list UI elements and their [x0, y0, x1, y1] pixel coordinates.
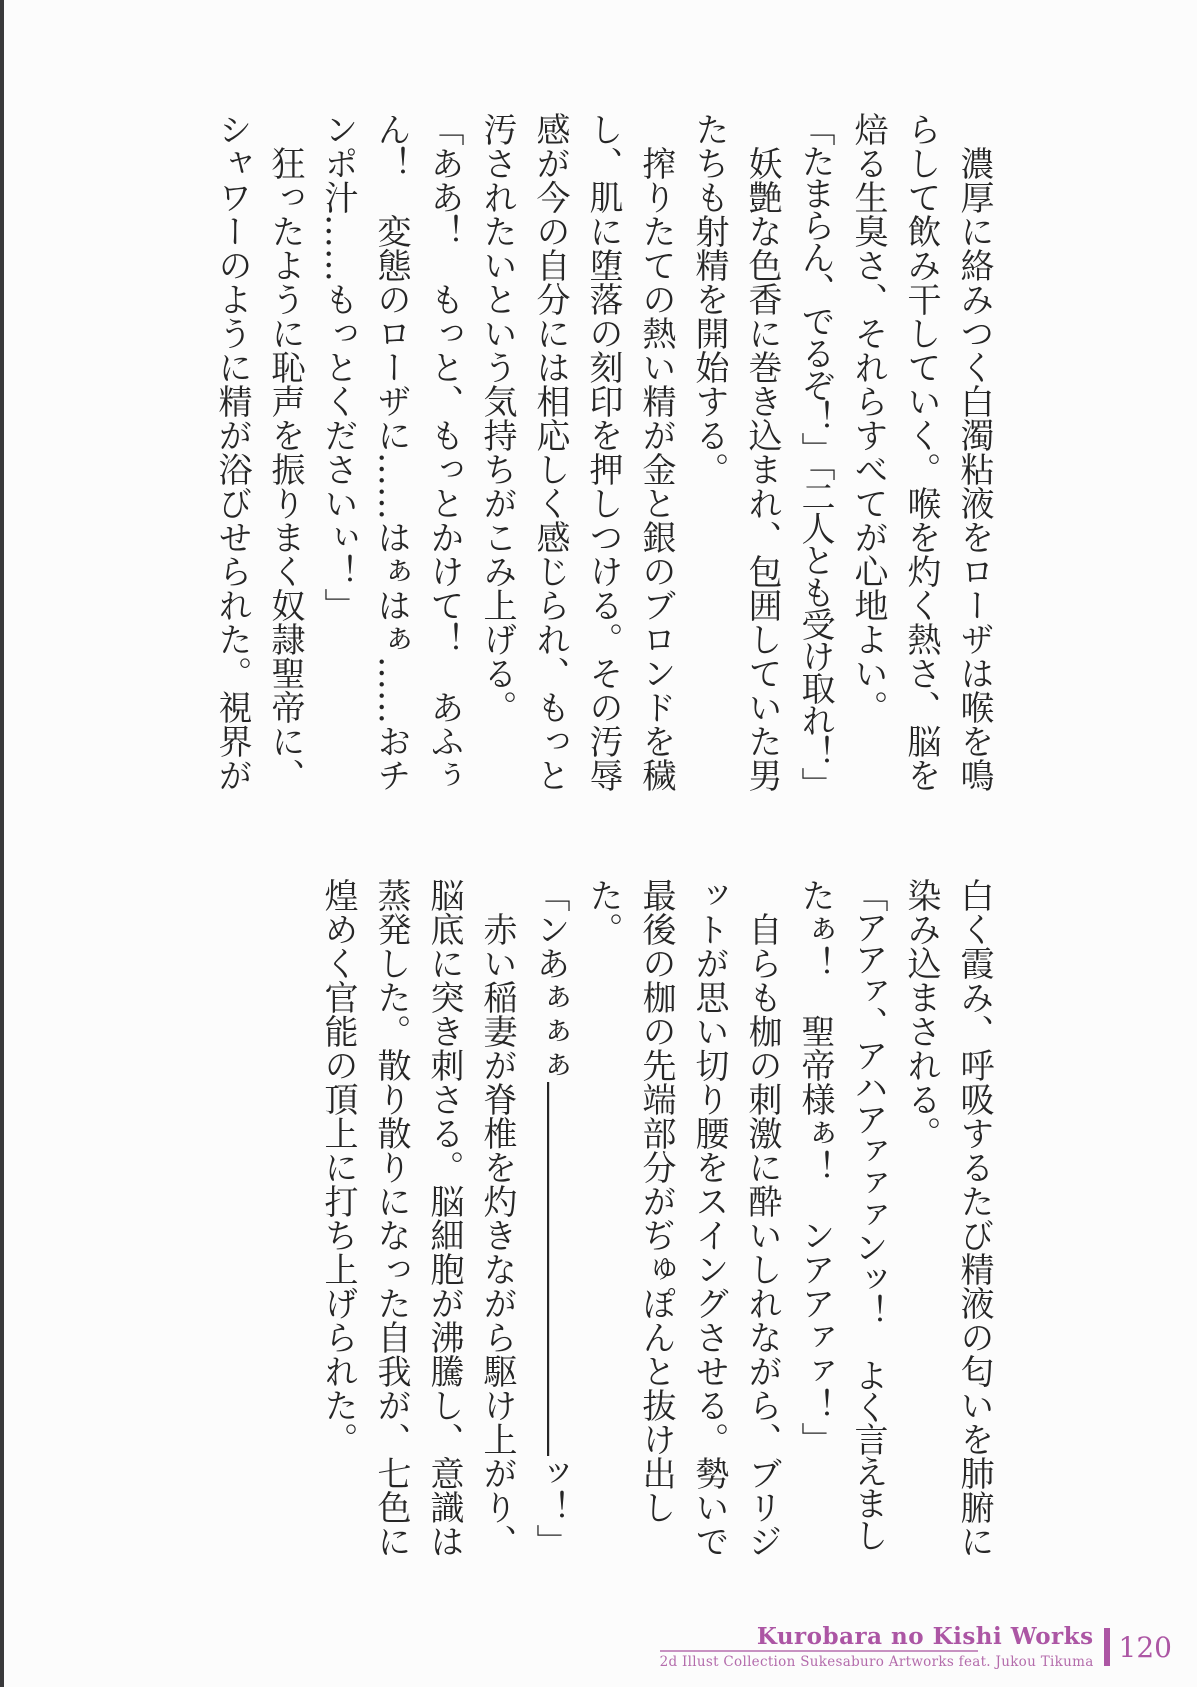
text-column: 染み込まされる。 [901, 878, 941, 1150]
page-footer [660, 1624, 1172, 1670]
text-column: たちも射精を開始する。 [689, 112, 729, 486]
text-block-top [205, 112, 1000, 799]
text-column: ットが思い切り腰をスイングさせる。勢いで [689, 878, 729, 1558]
text-column: 焙る生臭さ、それらすべてが心地よい。 [848, 112, 888, 724]
text-column: 赤い稲妻が脊椎を灼きながら駆け上がり、 [477, 912, 517, 1558]
page-number: 120 [1118, 1630, 1172, 1664]
text-column: 妖艶な色香に巻き込まれ、包囲していた男 [742, 146, 782, 792]
text-column: 脳底に突き刺さる。脳細胞が沸騰し、意識は [424, 878, 464, 1558]
text-column: 搾りたての熱い精が金と銀のブロンドを穢 [636, 146, 676, 792]
text-column: 感が今の自分には相応しく感じられ、もっと [530, 112, 570, 792]
text-column: 「アアァ、アハアァァァンッ！ よく言えまし [848, 878, 888, 1550]
text-column: 白く霞み、呼吸するたび精液の匂いを肺腑に [954, 878, 994, 1558]
text-block-bottom [311, 878, 1000, 1562]
page-edge-bar [0, 0, 4, 1687]
footer-divider [660, 1650, 978, 1652]
text-column: 自らも枷の刺激に酔いしれながら、ブリジ [742, 912, 782, 1558]
text-column: た。 [583, 878, 623, 946]
text-column: ん！ 変態のローザに……はぁはぁ……おチ [371, 112, 411, 792]
text-column: 煌めく官能の頂上に打ち上げられた。 [318, 878, 358, 1456]
text-column: 最後の枷の先端部分がぢゅぽんと抜け出し [636, 878, 676, 1524]
text-column: ンポ汁……もっとくださいぃ！」 [318, 112, 358, 622]
text-column: 「たまらん、でるぞ！」「二人とも受け取れ！」 [795, 112, 835, 799]
text-column: 「ンあぁぁぁ―――――――――――ッ！」 [530, 878, 570, 1558]
text-column: 狂ったように恥声を振りまく奴隷聖帝に、 [265, 146, 305, 792]
text-column: らして飲み干していく。喉を灼く熱さ、脳を [901, 112, 941, 792]
book-subtitle: 2d Illust Collection Sukesaburo Artworks feat. Jukou Tikuma [659, 1654, 1094, 1671]
text-column: 「ああ！ もっと、もっとかけて！ あふぅ [424, 112, 464, 792]
footer-text [660, 1624, 1094, 1670]
text-column: シャワーのように精が浴びせられた。視界が [212, 112, 252, 792]
text-column: し、肌に堕落の刻印を押しつける。その汚辱 [583, 112, 623, 792]
footer-vertical-bar [1104, 1628, 1110, 1666]
text-column: 濃厚に絡みつく白濁粘液をローザは喉を鳴 [954, 146, 994, 792]
text-column: 汚されたいという気持ちがこみ上げる。 [477, 112, 517, 724]
book-title: Kurobara no Kishi Works [756, 1623, 1094, 1650]
text-column: 蒸発した。散り散りになった自我が、七色に [371, 878, 411, 1558]
text-column: たぁ！ 聖帝様ぁ！ ンアアァァ！」 [795, 878, 835, 1456]
